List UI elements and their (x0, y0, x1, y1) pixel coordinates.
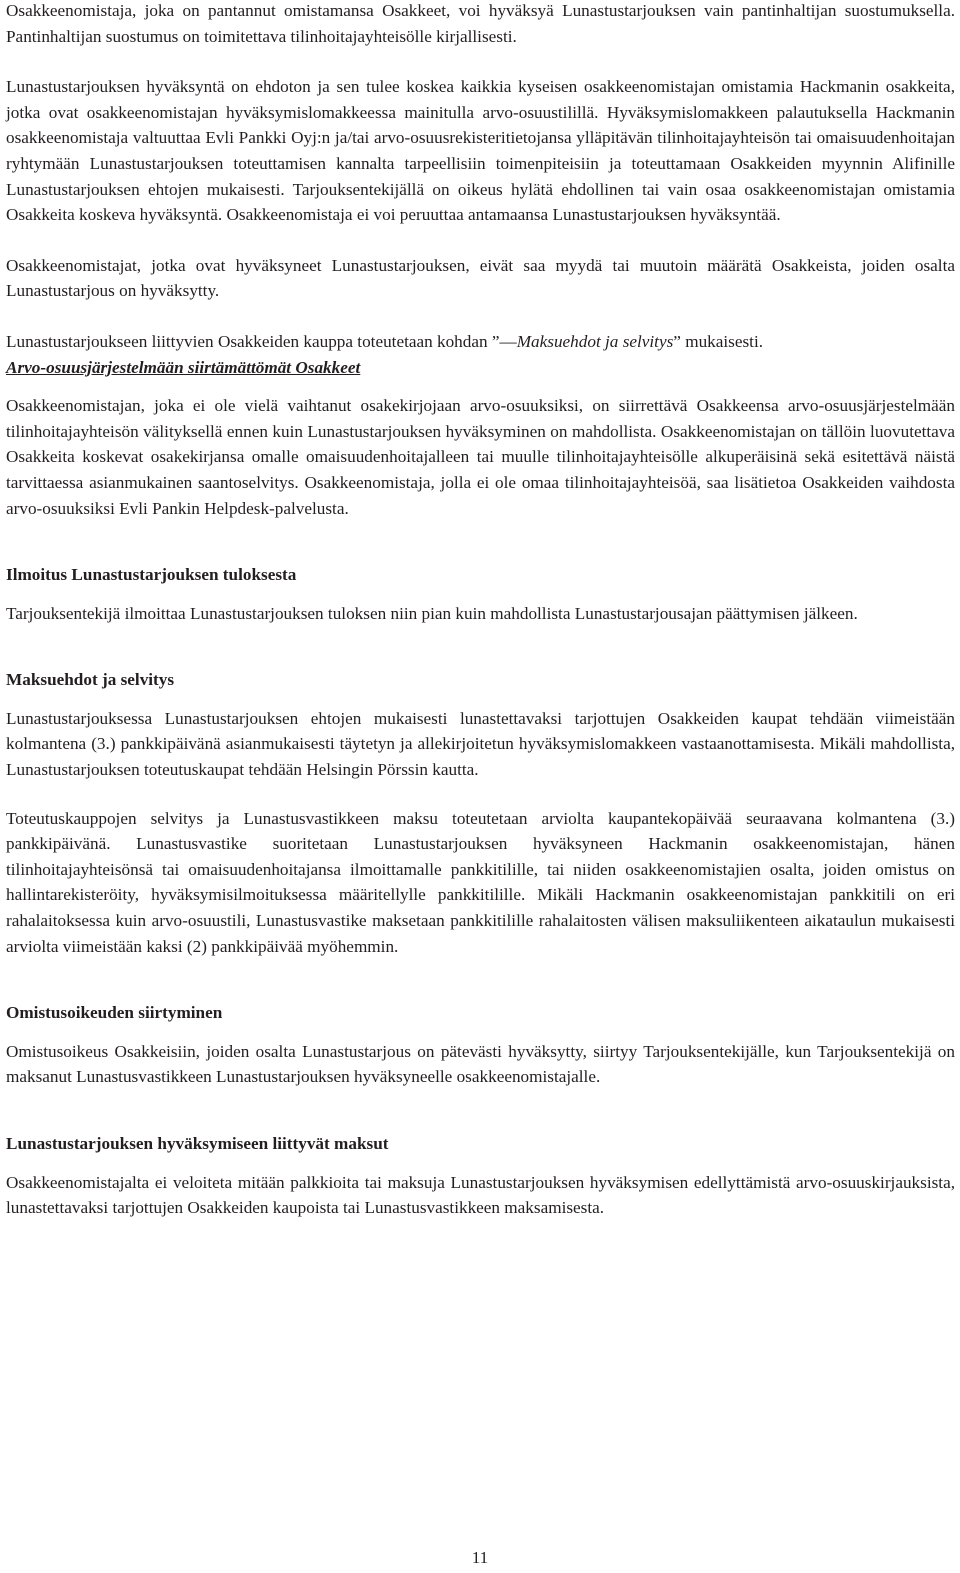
paragraph-fees: Osakkeenomistajalta ei veloiteta mitään palkkioita tai maksuja Lunastustarjouksen hyväksymisen edellyttämistä arvo-osuuskirjauksista, lunastettavaksi tarjottujen Osakkeiden kaupoista tai Lunastusvastikkeen maksamisesta. (6, 1172, 955, 1218)
paragraph-trade-reference (6, 329, 955, 355)
document-page (6, 0, 955, 1221)
paragraph-result-announcement: Tarjouksentekijä ilmoittaa Lunastustarjouksen tuloksen niin pian kuin mahdollista Lunastustarjousajan päättymisen jälkeen. (6, 603, 858, 623)
page-number: 11 (471, 1548, 489, 1567)
trade-reference-tail: ” mukaisesti. (673, 331, 764, 351)
paragraph-unconverted-shares: Osakkeenomistajan, joka ei ole vielä vaihtanut osakekirjojaan arvo-osuuksiksi, on siirrettävä Osakkeensa arvo-osuusjärjestelmään tilinhoitajayhteisön välityksellä ennen kuin Lunastustarjouksen hyväksyminen on mahdollista. Osakkeenomistajan on tällöin luovutettava Osakkeita koskevat osakekirjansa omalle omaisuudenhoitajalleen tai muulle tilinhoitajayhteisölle alkuperäisinä sekä esitettävä näistä tarvittaessa asianmukainen saantoselvitys. Osakkeenomistaja, jolla ei ole omaa tilinhoitajayhteisöä, saa lisätietoa Osakkeiden vaihdosta arvo-osuuksiksi Evli Pankin Helpdesk-palvelusta. (6, 396, 955, 518)
paragraph-sale-restriction: Osakkeenomistajat, jotka ovat hyväksyneet Lunastustarjouksen, eivät saa myydä tai muutoin määrätä Osakkeista, joiden osalta Lunastustarjous on hyväksytty. (6, 255, 955, 301)
trade-reference-text: Lunastustarjoukseen liittyvien Osakkeiden kauppa toteutetaan kohdan ”— (6, 331, 517, 351)
section-heading-payment-terms: Maksuehdot ja selvitys (6, 670, 175, 690)
section-heading-unconverted-shares: Arvo-osuusjärjestelmään siirtämättömät Osakkeet (6, 357, 361, 377)
paragraph-pledged-shares: Osakkeenomistaja, joka on pantannut omistamansa Osakkeet, voi hyväksyä Lunastustarjouksen vain pantinhaltijan suostumuksella. Pantinhaltijan suostumus on toimitettava tilinhoitajayhteisölle kirjallisesti. (6, 1, 955, 46)
trade-reference-section: Maksuehdot ja selvitys (516, 331, 674, 351)
paragraph-settlement: Toteutuskauppojen selvitys ja Lunastusvastikkeen maksu toteutetaan arviolta kaupantekopäivää seuraavana kolmantena (3.) pankkipäivänä. Lunastusvastike suoritetaan Lunastustarjouksen hyväksyneen Hackmanin osakkeenomistajan, hänen tilinhoitajayhteisönsä tai omaisuudenhoitajansa ilmoittamalle pankkitilille, tai niiden osakkeenomistajien osalta, joiden omistus on hallintarekisteröity, hyväksymisilmoituksessa määritellylle pankkitilille. Mikäli Hackmanin osakkeenomistajan pankkitili on eri rahalaitoksessa kuin arvo-osuustili, Lunastusvastike maksetaan pankkitilille rahalaitosten välisen maksuliikenteen aikataulun mukaisesti arviolta viimeistään kaksi (2) pankkipäivää myöhemmin. (6, 808, 955, 956)
paragraph-acceptance-terms: Lunastustarjouksen hyväksyntä on ehdoton ja sen tulee koskea kaikkia kyseisen osakkeenomistajan omistamia Hackmanin osakkeita, jotka ovat osakkeenomistajan hyväksymislomakkeessa mainitulla arvo-osuustilillä. Hyväksymislomakkeen palautuksella Hackmanin osakkeenomistaja valtuuttaa Evli Pankki Oyj:n ja/tai arvo-osuusrekisteritietojansa ylläpitävän tilinhoitajayhteisön tai omaisuudenhoitajan ryhtymään Lunastustarjouksen toteuttamisen kannalta tarpeellisiin toimenpiteisiin ja toteuttamaan Osakkeiden myynnin Alifinille Lunastustarjouksen ehtojen mukaisesti. Tarjouksentekijällä on oikeus hylätä ehdollinen tai vain osaa osakkeenomistajan omistamia Osakkeita koskeva hyväksyntä. Osakkeenomistaja ei voi peruuttaa antamaansa Lunastustarjouksen hyväksyntää. (6, 77, 955, 225)
section-heading-fees: Lunastustarjouksen hyväksymiseen liittyvät maksut (6, 1134, 389, 1153)
section-heading-title-transfer: Omistusoikeuden siirtyminen (6, 1003, 223, 1023)
paragraph-title-transfer: Omistusoikeus Osakkeisiin, joiden osalta Lunastustarjous on pätevästi hyväksytty, siirtyy Tarjouksentekijälle, kun Tarjouksentekijä on maksanut Lunastusvastikkeen Lunastustarjouksen hyväksyneelle osakkeenomistajalle. (6, 1041, 955, 1087)
paragraph-payment-terms: Lunastustarjouksessa Lunastustarjouksen ehtojen mukaisesti lunastettavaksi tarjottujen Osakkeiden kaupat tehdään viimeistään kolmantena (3.) pankkipäivänä asianmukaisesti täytetyn ja allekirjoitetun hyväksymislomakkeen vastaanottamisesta. Mikäli mahdollista, Lunastustarjouksen toteutuskaupat tehdään Helsingin Pörssin kautta. (6, 708, 955, 780)
section-heading-result-announcement: Ilmoitus Lunastustarjouksen tuloksesta (6, 565, 297, 585)
